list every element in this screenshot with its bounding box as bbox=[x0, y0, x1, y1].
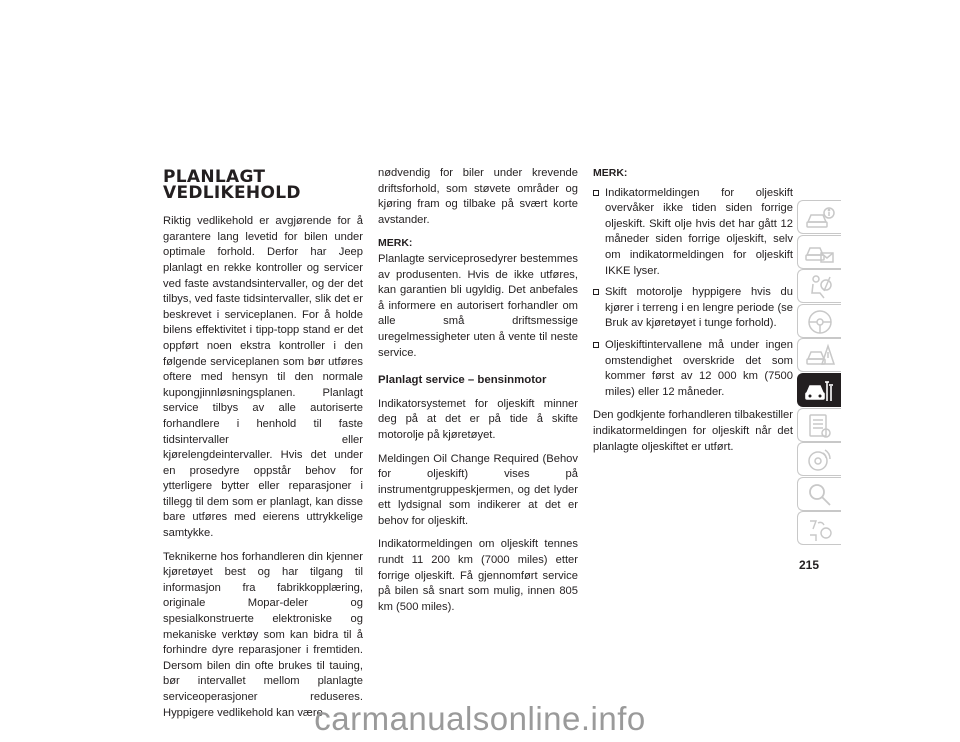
paragraph: Indikatormeldingen om oljeskift tennes rundt 11 200 km (7000 miles) etter forrige oljeskift. Få gjennomført service på bilen så snart som mulig, innen 805 km (500 miles). bbox=[378, 538, 578, 613]
car-envelope-icon bbox=[804, 239, 836, 267]
tab-steering-wheel[interactable] bbox=[797, 304, 841, 338]
bullet-item bbox=[593, 285, 793, 332]
bullet-item bbox=[593, 186, 793, 280]
chapter-tabs bbox=[797, 200, 842, 546]
tab-multimedia[interactable] bbox=[797, 442, 841, 476]
tab-seat-airbag[interactable] bbox=[797, 269, 841, 303]
tab-car-info[interactable] bbox=[797, 200, 841, 234]
bullet-list bbox=[593, 186, 793, 401]
note-label: MERK: bbox=[593, 167, 628, 179]
car-info-icon bbox=[804, 204, 836, 232]
section-heading: Planlagt service – bensinmotor bbox=[378, 374, 547, 387]
page-title: PLANLAGT VEDLIKEHOLD bbox=[163, 167, 301, 203]
tab-specifications[interactable] bbox=[797, 408, 841, 442]
square-bullet-icon bbox=[593, 342, 599, 348]
square-bullet-icon bbox=[593, 190, 599, 196]
paragraph: Den godkjente forhandleren tilbakestiller indikatormeldingen for oljeskift når det planlagte oljeskiftet er utført. bbox=[593, 409, 793, 453]
seat-airbag-icon bbox=[804, 273, 836, 301]
car-wrench-icon bbox=[804, 377, 836, 405]
bullet-text: Indikatormeldingen for oljeskift overvåker ikke tiden siden forrige oljeskift. Skift olje hvis det har gått 12 måneder siden forrige oljeskift, selv om indikatormeldingen for oljeskift IKKE lyser. bbox=[605, 186, 793, 277]
column-left bbox=[163, 167, 363, 729]
tab-car-envelope[interactable] bbox=[797, 235, 841, 269]
note-text: Planlagte serviceprosedyrer bestemmes av produsenten. Hvis de ikke utføres, kan garantien bli ugyldig. Det anbefales å informere en autorisert forhandler om alle små driftsmessige uregelmessigheter uten å vente til neste service. bbox=[378, 252, 578, 359]
languages-index-icon bbox=[804, 515, 836, 543]
note-label: MERK: bbox=[378, 237, 413, 250]
tab-car-warning[interactable] bbox=[797, 338, 841, 372]
magnifier-icon bbox=[804, 481, 836, 509]
steering-wheel-icon bbox=[804, 308, 836, 336]
specifications-list-icon bbox=[804, 412, 836, 440]
bullet-text: Oljeskiftintervallene må under ingen omstendighet overskride det som kommer først av 12 000 km (7500 miles) eller 12 måneder. bbox=[605, 338, 793, 398]
car-warning-icon bbox=[804, 342, 836, 370]
watermark: carmanualsonline.info bbox=[314, 700, 646, 737]
paragraph: Teknikerne hos forhandleren din kjenner kjøretøyet best og har tilgang til informasjon fra fabrikkopplæring, originale Mopar-deler og spesialkonstruerte elektroniske og mekaniske verktøy som kan bidra til å forhindre dyre reparasjoner i fremtiden. Dersom bilen din ofte brukes til tauing, bør intervallet mellom planlagte serviceoperasjoner reduseres. Hyppigere vedlikehold kan være bbox=[163, 550, 363, 719]
paragraph: nødvendig for biler under krevende driftsforhold, som støvete områder og kjøring fram og tilbake på svært korte avstander. bbox=[378, 167, 578, 226]
bullet-item bbox=[593, 338, 793, 400]
column-middle bbox=[378, 166, 578, 623]
paragraph: Meldingen Oil Change Required (Behov for oljeskift) vises på instrumentgruppeskjermen, og det lyder ett lydsignal som indikerer at det er behov for oljeskift. bbox=[378, 452, 578, 527]
column-right bbox=[593, 166, 793, 463]
tab-car-wrench[interactable] bbox=[797, 373, 841, 407]
bullet-text: Skift motorolje hyppigere hvis du kjører i terreng i en lengre periode (se Bruk av kjøretøyet i tunge forhold). bbox=[605, 286, 793, 330]
multimedia-icon bbox=[804, 446, 836, 474]
page-number: 215 bbox=[799, 558, 820, 572]
square-bullet-icon bbox=[593, 289, 599, 295]
paragraph: Indikatorsystemet for oljeskift minner deg på at det er på tide å skifte motorolje på kjøretøyet. bbox=[378, 397, 578, 441]
tab-index[interactable] bbox=[797, 477, 841, 511]
tab-languages[interactable] bbox=[797, 511, 841, 545]
paragraph: Riktig vedlikehold er avgjørende for å garantere lang levetid for bilen under optimale forhold. Derfor har Jeep planlagt en rekke kontroller og servicer ved faste avstandsintervaller, og der det tilbys, ved faste tidsintervaller, slik det er beskrevet i serviceplanen. For å holde bilens effektivitet i tipp-topp stand er det oppført noen ekstra kontroller i den følgende serviceplanen som bør utføres oftere med hensyn til den normale kupongjinnløsningsplanen. Planlagt service tilbys av alle autoriserte forhandlere i henhold til faste tidsintervaller eller kjørelengdeintervaller. Hvis det under en prosedyre oppstår behov for ytterligere bytter eller reparasjoner i tillegg til dem som er planlagt, kan disse bare utføres med eierens uttrykkelige samtykke. bbox=[163, 215, 363, 540]
